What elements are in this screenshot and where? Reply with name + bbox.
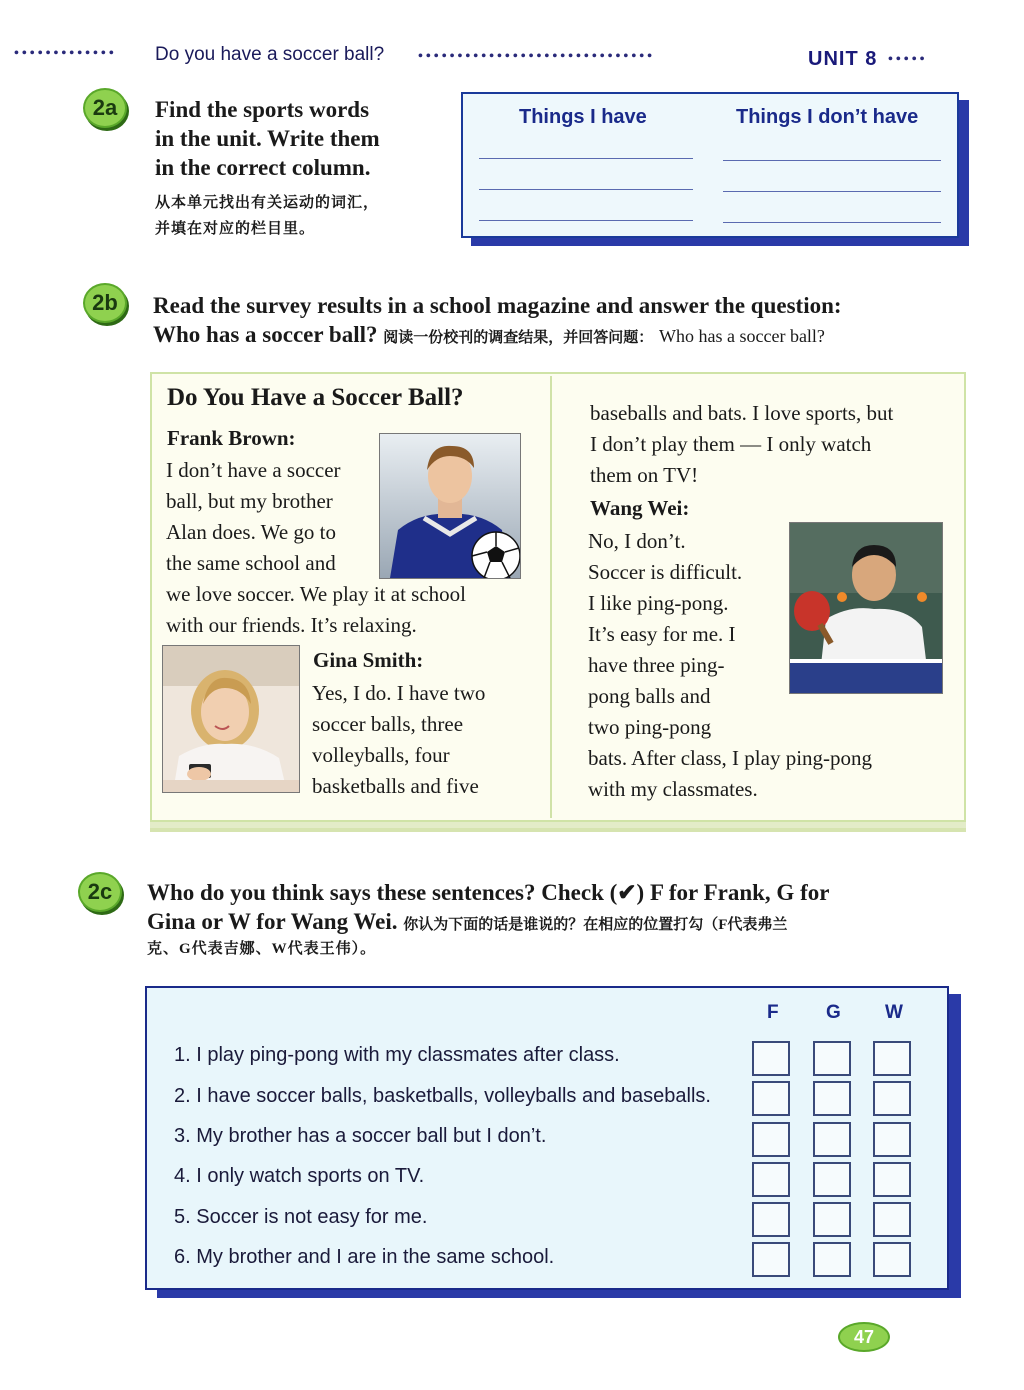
gina-text-continued bbox=[590, 398, 893, 491]
answer-line[interactable] bbox=[723, 160, 941, 161]
wang-text-line: bats. After class, I play ping-pong bbox=[588, 746, 873, 770]
frank-text-line: Alan does. We go to bbox=[166, 520, 336, 544]
checkbox-w[interactable] bbox=[873, 1122, 911, 1157]
checkbox-f[interactable] bbox=[752, 1242, 790, 1277]
checkbox-f[interactable] bbox=[752, 1041, 790, 1076]
checkbox-f[interactable] bbox=[752, 1122, 790, 1157]
instruction-2b-question-en: Who has a soccer ball? bbox=[659, 326, 825, 346]
magazine-title: Do You Have a Soccer Ball? bbox=[167, 384, 464, 411]
column-things-i-dont-have: Things I don’t have bbox=[736, 106, 919, 128]
wang-text-line: pong balls and bbox=[588, 684, 711, 708]
instruction-2a-line: Find the sports words bbox=[155, 97, 370, 122]
sentence-item: 6. My brother and I are in the same school. bbox=[174, 1246, 555, 1268]
instruction-2c-line: Gina or W for Wang Wei. bbox=[147, 909, 398, 934]
gina-text-line: Yes, I do. I have two bbox=[312, 681, 486, 705]
instruction-2b-question: Who has a soccer ball? bbox=[153, 322, 378, 347]
wang-text-line: two ping-pong bbox=[588, 715, 712, 739]
instruction-2b-line: Read the survey results in a school magazine and answer the question: bbox=[153, 293, 842, 318]
checkbox-g[interactable] bbox=[813, 1242, 851, 1277]
instruction-2c-chinese-line2: 克、G代表吉娜、W代表王伟）。 bbox=[147, 941, 377, 957]
checkbox-w[interactable] bbox=[873, 1242, 911, 1277]
sports-words-table bbox=[461, 92, 959, 238]
checkbox-g[interactable] bbox=[813, 1202, 851, 1237]
sentence-item: 3. My brother has a soccer ball but I don’t. bbox=[174, 1125, 547, 1147]
frank-text-line: I don’t have a soccer bbox=[166, 458, 341, 482]
header-dots-left: ••••••••••••• bbox=[14, 46, 117, 61]
instruction-2c bbox=[147, 878, 829, 940]
column-f: F bbox=[767, 1002, 779, 1023]
instruction-2a-chinese bbox=[155, 190, 379, 242]
gina-text-line: soccer balls, three bbox=[312, 712, 464, 736]
checkbox-w[interactable] bbox=[873, 1162, 911, 1197]
gina-photo bbox=[162, 645, 300, 793]
checkbox-g[interactable] bbox=[813, 1041, 851, 1076]
frank-photo bbox=[379, 433, 521, 579]
frank-text-line: ball, but my brother bbox=[166, 489, 333, 513]
sentence-item: 5. Soccer is not easy for me. bbox=[174, 1206, 428, 1228]
speaker-gina-name: Gina Smith: bbox=[313, 648, 424, 672]
gina-text-line: basketballs and five bbox=[312, 774, 479, 798]
gina-text-line: baseballs and bats. I love sports, but bbox=[590, 401, 894, 425]
instruction-2b-chinese: 阅读一份校刊的调查结果，并回答问题： bbox=[383, 330, 654, 346]
sentence-item: 4. I only watch sports on TV. bbox=[174, 1165, 425, 1187]
answer-line[interactable] bbox=[479, 189, 693, 190]
wang-text-line: No, I don’t. bbox=[588, 529, 686, 553]
answer-line[interactable] bbox=[479, 220, 693, 221]
speaker-frank-name: Frank Brown: bbox=[167, 426, 296, 450]
wang-text-line: have three ping- bbox=[588, 653, 725, 677]
sentence-item: 2. I have soccer balls, basketballs, volleyballs and baseballs. bbox=[174, 1085, 711, 1107]
column-things-i-have: Things I have bbox=[519, 106, 647, 128]
frank-text-line: with our friends. It’s relaxing. bbox=[166, 613, 417, 637]
answer-line[interactable] bbox=[723, 222, 941, 223]
magazine-fold bbox=[550, 376, 552, 818]
column-w: W bbox=[885, 1002, 903, 1023]
gina-text-line: volleyballs, four bbox=[312, 743, 450, 767]
wang-text-line: Soccer is difficult. bbox=[588, 560, 743, 584]
answer-line[interactable] bbox=[723, 191, 941, 192]
instruction-2a-line: in the correct column. bbox=[155, 155, 371, 180]
gina-text bbox=[312, 678, 485, 802]
instruction-2c-chinese: 你认为下面的话是谁说的？在相应的位置打勾（F代表弗兰 bbox=[403, 917, 788, 933]
column-g: G bbox=[826, 1002, 841, 1023]
instruction-2c-line: Who do you think says these sentences? Check (✔) F for Frank, G for bbox=[147, 880, 830, 905]
section-badge-2c: 2c bbox=[78, 872, 122, 912]
checkbox-g[interactable] bbox=[813, 1162, 851, 1197]
section-badge-2b: 2b bbox=[83, 283, 127, 323]
header-dots-right: ••••• bbox=[888, 52, 928, 67]
header-dots-mid: •••••••••••••••••••••••••••••• bbox=[418, 49, 656, 64]
speaker-wang-name: Wang Wei: bbox=[590, 496, 690, 520]
instruction-2a bbox=[155, 95, 380, 182]
wang-photo bbox=[789, 522, 943, 694]
checkbox-w[interactable] bbox=[873, 1202, 911, 1237]
instruction-2b bbox=[153, 291, 842, 353]
speaker-check-table bbox=[145, 986, 949, 1290]
section-badge-2a: 2a bbox=[83, 88, 127, 128]
checkbox-g[interactable] bbox=[813, 1122, 851, 1157]
page-running-title: Do you have a soccer ball? bbox=[155, 44, 385, 65]
wang-text-line: with my classmates. bbox=[588, 777, 758, 801]
checkbox-f[interactable] bbox=[752, 1202, 790, 1237]
gina-text-line: them on TV! bbox=[590, 463, 699, 487]
instruction-2a-cn-line: 从本单元找出有关运动的词汇， bbox=[155, 195, 380, 211]
instruction-2a-cn-line: 并填在对应的栏目里。 bbox=[155, 221, 316, 237]
gina-text-line: I don’t play them — I only watch bbox=[590, 432, 872, 456]
frank-text-line: we love soccer. We play it at school bbox=[166, 582, 466, 606]
wang-text-line: It’s easy for me. I bbox=[588, 622, 736, 646]
unit-label: UNIT 8 bbox=[808, 48, 878, 70]
wang-text-line: I like ping-pong. bbox=[588, 591, 729, 615]
checkbox-g[interactable] bbox=[813, 1081, 851, 1116]
checkbox-f[interactable] bbox=[752, 1162, 790, 1197]
checkbox-w[interactable] bbox=[873, 1041, 911, 1076]
answer-line[interactable] bbox=[479, 158, 693, 159]
checkbox-w[interactable] bbox=[873, 1081, 911, 1116]
page-number: 47 bbox=[838, 1322, 890, 1352]
checkbox-f[interactable] bbox=[752, 1081, 790, 1116]
instruction-2a-line: in the unit. Write them bbox=[155, 126, 380, 151]
frank-text-line: the same school and bbox=[166, 551, 336, 575]
sentence-item: 1. I play ping-pong with my classmates after class. bbox=[174, 1044, 620, 1066]
